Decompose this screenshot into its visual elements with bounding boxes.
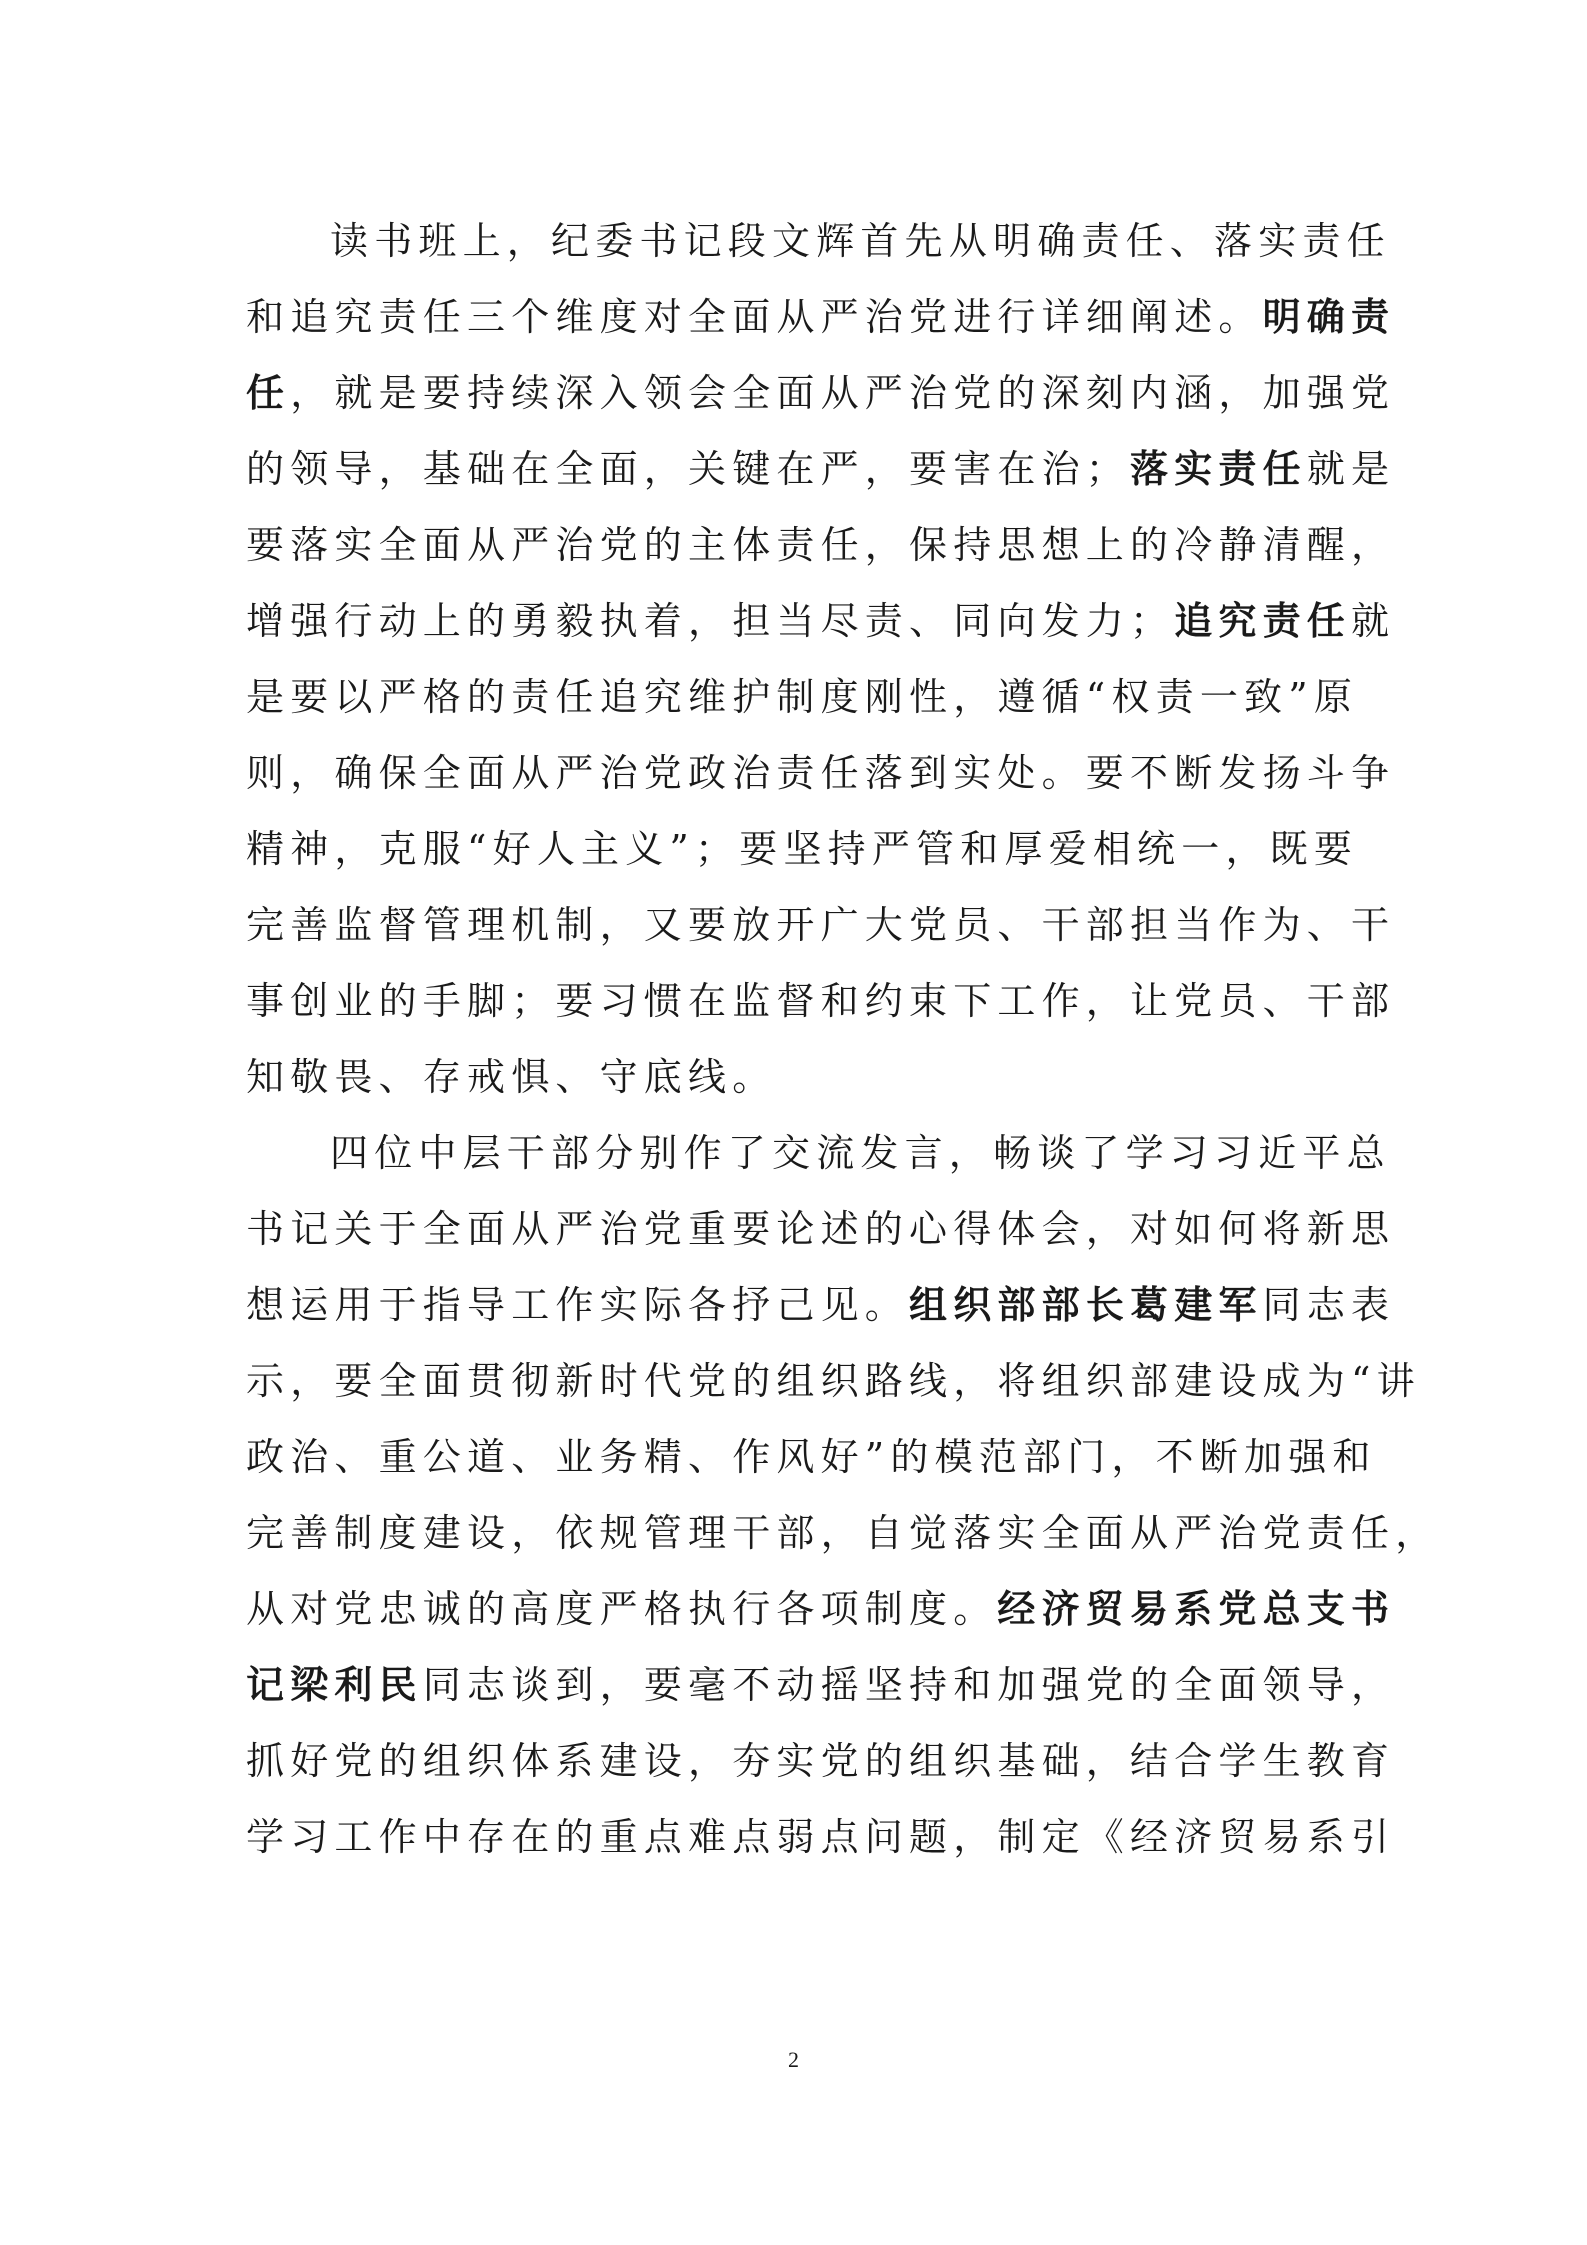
paragraph-1-line-9: 精神，克服“好人主义”；要坚持严管和厚爱相统一，既要 <box>246 827 1359 871</box>
paragraph-1-line-3: 任，就是要持续深入领会全面从严治党的深刻内涵，加强党 <box>246 371 1396 415</box>
paragraph-2-line-3: 想运用于指导工作实际各抒己见。组织部部长葛建军同志表 <box>246 1283 1396 1327</box>
paragraph-1-line-2: 和追究责任三个维度对全面从严治党进行详细阐述。明确责 <box>246 295 1396 339</box>
paragraph-1-line-8: 则，确保全面从严治党政治责任落到实处。要不断发扬斗争 <box>246 751 1396 795</box>
paragraph-1-line-7: 是要以严格的责任追究维护制度刚性，遵循“权责一致”原 <box>246 675 1359 719</box>
paragraph-2-line-10: 学习工作中存在的重点难点弱点问题，制定《经济贸易系引 <box>246 1815 1396 1859</box>
paragraph-2-line-5: 政治、重公道、业务精、作风好”的模范部门，不断加强和 <box>246 1435 1377 1479</box>
paragraph-2-line-6: 完善制度建设，依规管理干部，自觉落实全面从严治党责任， <box>246 1511 1440 1555</box>
paragraph-1-line-1: 读书班上，纪委书记段文辉首先从明确责任、落实责任 <box>330 219 1391 263</box>
paragraph-2-line-1: 四位中层干部分别作了交流发言，畅谈了学习习近平总 <box>330 1131 1391 1175</box>
body-text <box>246 203 1440 1875</box>
paragraph-1-line-6: 增强行动上的勇毅执着，担当尽责、同向发力；追究责任就 <box>246 599 1396 643</box>
paragraph-1-line-11: 事创业的手脚；要习惯在监督和约束下工作，让党员、干部 <box>246 979 1396 1023</box>
page-number: 2 <box>788 2047 799 2072</box>
paragraph-1-line-10: 完善监督管理机制，又要放开广大党员、干部担当作为、干 <box>246 903 1396 947</box>
paragraph-2-line-9: 抓好党的组织体系建设，夯实党的组织基础，结合学生教育 <box>246 1739 1396 1783</box>
paragraph-1-line-4: 的领导，基础在全面，关键在严，要害在治；落实责任就是 <box>246 447 1396 491</box>
paragraph-2-line-2: 书记关于全面从严治党重要论述的心得体会，对如何将新思 <box>246 1207 1396 1251</box>
paragraph-2-line-7: 从对党忠诚的高度严格执行各项制度。经济贸易系党总支书 <box>246 1587 1396 1631</box>
bold-phrase-organization-minister: 组织部部长葛建军 <box>909 1283 1263 1327</box>
paragraph-2-line-4: 示，要全面贯彻新时代党的组织路线，将组织部建设成为“讲 <box>246 1359 1421 1403</box>
bold-phrase-economic-trade-secretary: 经济贸易系党总支书 <box>997 1587 1396 1631</box>
bold-phrase-implement-responsibility: 落实责任 <box>1130 447 1307 491</box>
paragraph-2-line-8: 记梁利民同志谈到，要毫不动摇坚持和加强党的全面领导， <box>246 1663 1396 1707</box>
bold-phrase-clear-responsibility: 明确责 <box>1262 295 1396 339</box>
paragraph-1-line-5: 要落实全面从严治党的主体责任，保持思想上的冷静清醒， <box>246 523 1396 567</box>
bold-phrase-pursue-responsibility: 追究责任 <box>1174 599 1352 643</box>
paragraph-1-line-12: 知敬畏、存戒惧、守底线。 <box>246 1055 777 1099</box>
